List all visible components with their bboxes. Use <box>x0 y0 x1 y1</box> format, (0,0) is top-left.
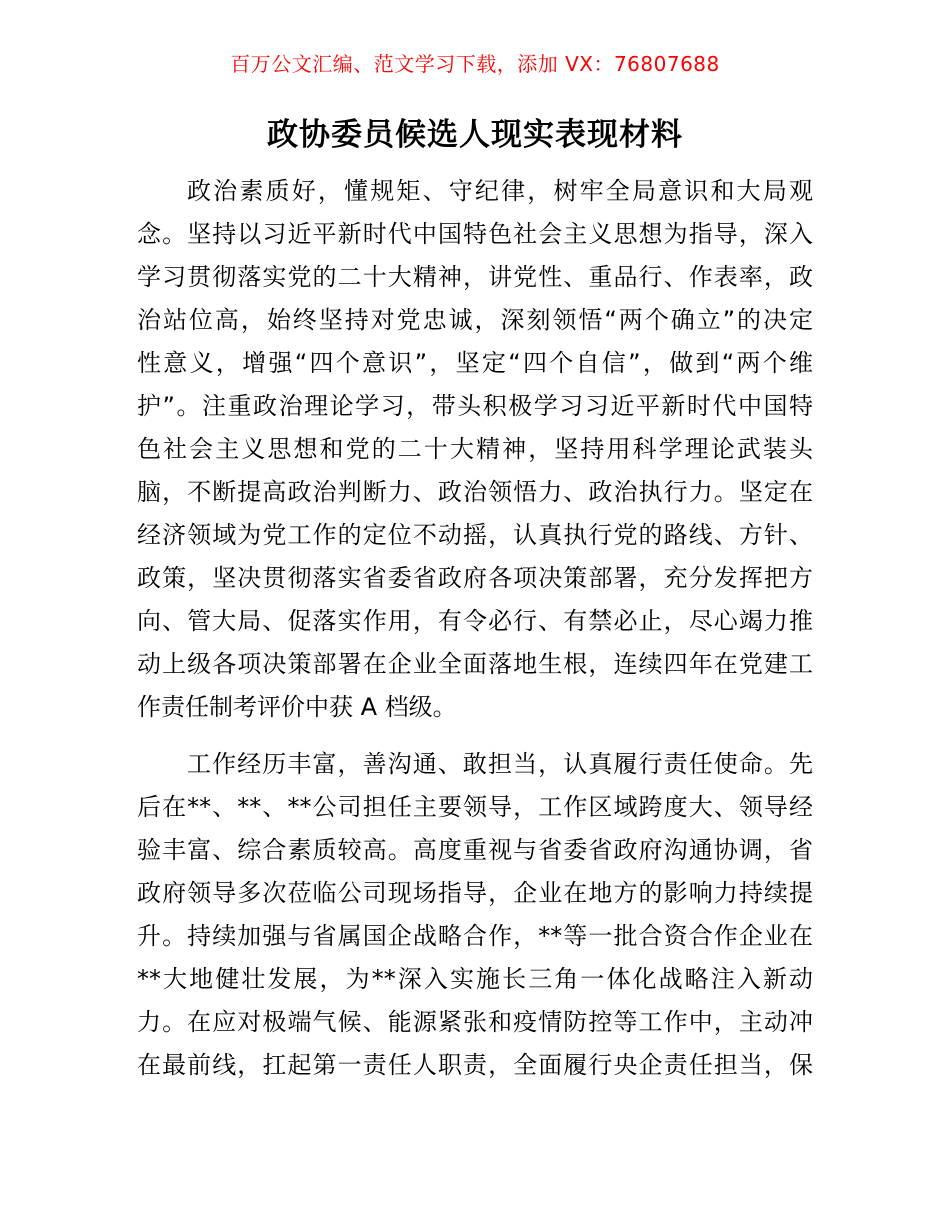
paragraph-line: **大地健壮发展，为**深入实施长三角一体化战略注入新动 <box>137 965 813 993</box>
paragraph-line: 工作经历丰富，善沟通、敢担当，认真履行责任使命。先 <box>187 750 813 778</box>
paragraph-2 <box>137 743 813 1087</box>
paragraph-line: 验丰富、综合素质较高。高度重视与省委省政府沟通协调，省 <box>137 836 813 864</box>
paragraph-line: 政治素质好，懂规矩、守纪律，树牢全局意识和大局观 <box>187 177 813 205</box>
paragraph-line: 政府领导多次莅临公司现场指导，企业在地方的影响力持续提 <box>137 879 813 907</box>
paragraph-line: 向、管大局、促落实作用，有令必行、有禁必止，尽心竭力推 <box>137 607 813 635</box>
paragraph-line: 经济领域为党工作的定位不动摇，认真执行党的路线、方针、 <box>137 521 813 549</box>
paragraph-line: 作责任制考评价中获 A 档级。 <box>137 693 457 721</box>
document-body <box>137 170 813 1087</box>
paragraph-line: 性意义，增强“四个意识”，坚定“四个自信”，做到“两个维 <box>137 349 813 377</box>
paragraph-line: 色社会主义思想和党的二十大精神，坚持用科学理论武装头 <box>137 435 813 463</box>
paragraph-line: 力。在应对极端气候、能源紧张和疫情防控等工作中，主动冲 <box>137 1008 813 1036</box>
paragraph-line: 念。坚持以习近平新时代中国特色社会主义思想为指导，深入 <box>137 220 813 248</box>
paragraph-1 <box>137 170 813 729</box>
paragraph-line: 后在**、**、**公司担任主要领导，工作区域跨度大、领导经 <box>137 793 813 821</box>
paragraph-line: 脑，不断提高政治判断力、政治领悟力、政治执行力。坚定在 <box>137 478 813 506</box>
paragraph-line: 治站位高，始终坚持对党忠诚，深刻领悟“两个确立”的决定 <box>137 306 813 334</box>
document-title: 政协委员候选人现实表现材料 <box>267 117 683 153</box>
paragraph-line: 护”。注重政治理论学习，带头积极学习习近平新时代中国特 <box>137 392 813 420</box>
paragraph-line: 学习贯彻落实党的二十大精神，讲党性、重品行、作表率，政 <box>137 263 813 291</box>
paragraph-line: 动上级各项决策部署在企业全面落地生根，连续四年在党建工 <box>137 650 813 678</box>
paragraph-line: 政策，坚决贯彻落实省委省政府各项决策部署，充分发挥把方 <box>137 564 813 592</box>
promo-notice: 百万公文汇编、范文学习下载，添加 VX：76807688 <box>230 52 720 76</box>
paragraph-line: 升。持续加强与省属国企战略合作，**等一批合资合作企业在 <box>137 922 813 950</box>
paragraph-line: 在最前线，扛起第一责任人职责，全面履行央企责任担当，保 <box>137 1051 813 1079</box>
